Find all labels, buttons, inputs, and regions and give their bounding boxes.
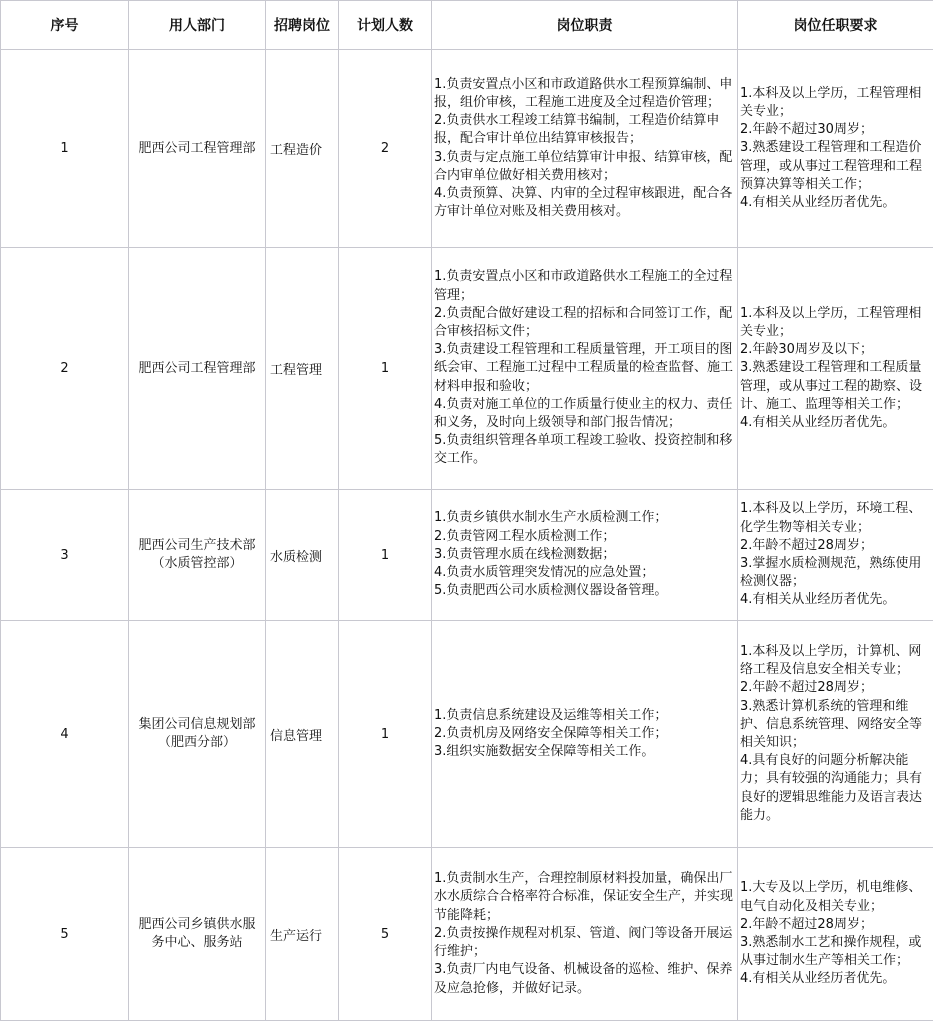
cell-count: 5 — [339, 848, 432, 1021]
cell-count: 2 — [339, 50, 432, 248]
requirement-item: 3.掌握水质检测规范，熟练使用检测仪器； — [740, 556, 922, 590]
cell-requirements — [738, 490, 933, 621]
duty-item: 4.负责对施工单位的工作质量行使业主的权力、责任和义务，及时向上级领导和部门报告情况； — [434, 396, 733, 430]
requirement-item: 4.有相关从业经历者优先。 — [740, 592, 896, 608]
requirement-item: 4.有相关从业经历者优先。 — [740, 415, 896, 430]
duty-item: 5.负责组织管理各单项工程竣工验收、投资控制和移交工作。 — [434, 433, 733, 467]
table-header-row — [1, 1, 933, 50]
cell-dept: 肥西公司工程管理部 — [129, 248, 266, 490]
requirement-item: 1.大专及以上学历，机电维修、电气自动化及相关专业； — [740, 880, 922, 914]
header-count: 计划人数 — [339, 1, 432, 50]
header-duties: 岗位职责 — [432, 1, 738, 50]
cell-seq: 5 — [1, 848, 129, 1021]
requirement-item: 3.熟悉制水工艺和操作规程，或从事过制水生产等相关工作； — [740, 935, 922, 969]
requirement-item: 3.熟悉计算机系统的管理和维护、信息系统管理、网络安全等相关知识； — [740, 698, 923, 750]
cell-duties — [432, 490, 738, 621]
duty-item: 2.负责管网工程水质检测工作； — [434, 528, 616, 544]
duty-item: 4.负责预算、决算、内审的全过程审核跟进，配合各方审计单位对账及相关费用核对。 — [434, 185, 733, 220]
cell-duties — [432, 248, 738, 490]
duty-item: 2.负责机房及网络安全保障等相关工作； — [434, 725, 668, 741]
cell-requirements — [738, 621, 933, 848]
duty-item: 2.负责配合做好建设工程的招标和合同签订工作，配合审核招标文件； — [434, 305, 733, 339]
requirement-item: 1.本科及以上学历，环境工程、化学生物等相关专业； — [740, 501, 922, 535]
duty-item: 1.负责乡镇供水制水生产水质检测工作； — [434, 510, 668, 526]
table-row — [1, 490, 933, 621]
duty-item: 3.负责管理水质在线检测数据； — [434, 546, 616, 562]
cell-count: 1 — [339, 248, 432, 490]
duty-item: 4.负责水质管理突发情况的应急处置； — [434, 565, 655, 581]
table-row — [1, 621, 933, 848]
duty-item: 2.负责供水工程竣工结算书编制，工程造价结算申报，配合审计单位出结算审核报告； — [434, 113, 720, 147]
cell-seq: 1 — [1, 50, 129, 248]
cell-duties — [432, 50, 738, 248]
requirement-item: 4.具有良好的问题分析解决能力；具有较强的沟通能力；具有良好的逻辑思维能力及语言表达能力。 — [740, 753, 923, 823]
cell-post: 信息管理 — [266, 621, 339, 848]
cell-count: 1 — [339, 490, 432, 621]
cell-requirements — [738, 50, 933, 248]
cell-dept: 肥西公司乡镇供水服务中心、服务站 — [129, 848, 266, 1021]
requirement-item: 1.本科及以上学历，工程管理相关专业； — [740, 305, 922, 339]
duty-item: 3.组织实施数据安全保障等相关工作。 — [434, 744, 655, 760]
requirement-item: 2.年龄不超过28周岁； — [740, 537, 873, 553]
duty-item: 5.负责肥西公司水质检测仪器设备管理。 — [434, 583, 668, 599]
requirement-item: 4.有相关从业经历者优先。 — [740, 971, 896, 987]
cell-dept: 肥西公司生产技术部（水质管控部） — [129, 490, 266, 621]
header-dept: 用人部门 — [129, 1, 266, 50]
requirement-item: 2.年龄不超过30周岁； — [740, 122, 873, 138]
header-seq: 序号 — [1, 1, 129, 50]
cell-post: 生产运行 — [266, 848, 339, 1021]
duty-item: 3.负责厂内电气设备、机械设备的巡检、维护、保养及应急抢修，并做好记录。 — [434, 962, 733, 996]
cell-post: 水质检测 — [266, 490, 339, 621]
cell-seq: 4 — [1, 621, 129, 848]
header-requirements: 岗位任职要求 — [738, 1, 933, 50]
table-row — [1, 248, 933, 490]
cell-duties — [432, 848, 738, 1021]
duty-item: 1.负责安置点小区和市政道路供水工程预算编制、申报，组价审核，工程施工进度及全过程造价管理； — [434, 76, 733, 110]
duty-item: 1.负责信息系统建设及运维等相关工作； — [434, 707, 668, 723]
cell-count: 1 — [339, 621, 432, 848]
requirement-item: 2.年龄不超过28周岁； — [740, 916, 873, 932]
requirement-item: 1.本科及以上学历，计算机、网络工程及信息安全相关专业； — [740, 643, 922, 678]
cell-seq: 2 — [1, 248, 129, 490]
table-row — [1, 50, 933, 248]
cell-requirements — [738, 248, 933, 490]
cell-dept: 肥西公司工程管理部 — [129, 50, 266, 248]
duty-item: 1.负责安置点小区和市政道路供水工程施工的全过程管理； — [434, 269, 733, 303]
requirement-item: 2.年龄30周岁及以下； — [740, 342, 873, 358]
requirement-item: 3.熟悉建设工程管理和工程质量管理，或从事过工程的勘察、设计、施工、监理等相关工作； — [740, 360, 923, 412]
table-row — [1, 848, 933, 1021]
duty-item: 3.负责与定点施工单位结算审计申报、结算审核，配合内审单位做好相关费用核对； — [434, 149, 733, 183]
cell-duties — [432, 621, 738, 848]
requirement-item: 4.有相关从业经历者优先。 — [740, 195, 896, 210]
duty-item: 1.负责制水生产，合理控制原材料投加量，确保出厂水水质综合合格率符合标准，保证安全生产，并实现节能降耗； — [434, 871, 734, 923]
header-post: 招聘岗位 — [266, 1, 339, 50]
duty-item: 2.负责按操作规程对机泵、管道、阀门等设备开展运行维护； — [434, 925, 733, 960]
requirement-item: 1.本科及以上学历，工程管理相关专业； — [740, 85, 922, 119]
requirement-item: 2.年龄不超过28周岁； — [740, 680, 873, 696]
cell-seq: 3 — [1, 490, 129, 621]
duty-item: 3.负责建设工程管理和工程质量管理，开工项目的图纸会审、工程施工过程中工程质量的检查监督、施工材料申报和验收； — [434, 342, 734, 394]
cell-post: 工程造价 — [266, 50, 339, 248]
requirement-item: 3.熟悉建设工程管理和工程造价管理，或从事过工程管理和工程预算决算等相关工作； — [740, 140, 923, 192]
cell-dept: 集团公司信息规划部（肥西分部） — [129, 621, 266, 848]
cell-post: 工程管理 — [266, 248, 339, 490]
cell-requirements — [738, 848, 933, 1021]
